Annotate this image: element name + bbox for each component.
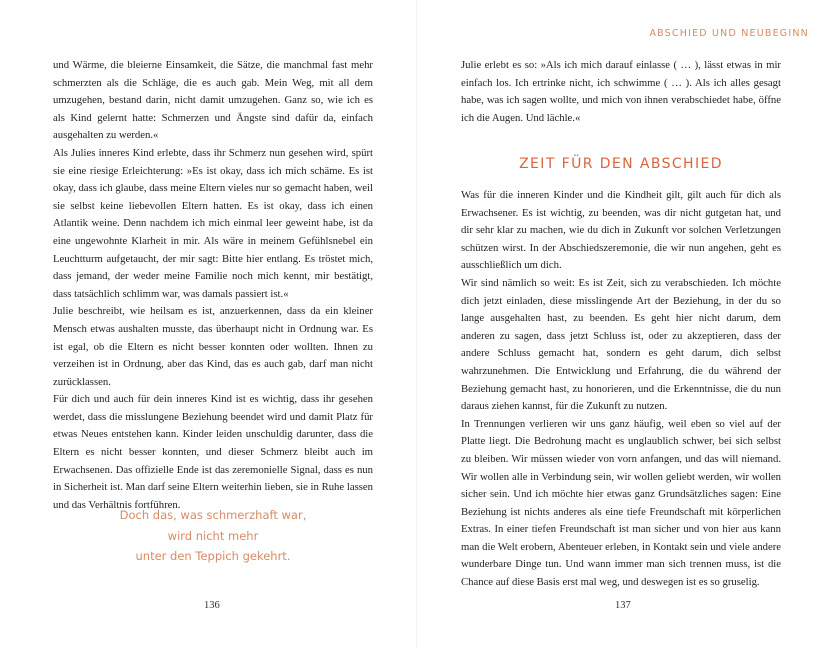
paragraph: Für dich und auch für dein inneres Kind ist es wichtig, dass ihr gesehen werdet, dass die misslungene Beziehung beendet wird und damit Platz für etwas Neues entstehen kann. Kinder leiden unschuldig darunter, dass die Eltern es nicht besser konnten, und dieser Schmerz bleibt auch im Erwachsenen. Das offizielle Ende ist das zeremonielle Signal, dass es nun in Sicherheit ist. Man darf seine Eltern weiterhin lieben, sie in Ruhe lassen und das Verhältnis fortführen. <box>53 393 373 511</box>
section-heading: ZEIT FÜR DEN ABSCHIED <box>519 156 723 172</box>
paragraph: Als Julies inneres Kind erlebte, dass ihr Schmerz nun gesehen wird, spürt sie eine riesige Erleichterung: »Es ist okay, dass ich mich schäme. Es ist okay, dass ich glaube, dass meine Eltern vieles nur so gemacht haben, weil sie selbst keine liebevollen Eltern hatten. Es ist okay, dass ich einen Atlantik weine. Denn nachdem ich mich einmal leer geweint habe, ist da eine ungewohnte Klarheit in mir. Als wäre in meinem Gefühlsnebel ein Leuchtturm aufgetaucht, der mir sagt: Bitte hier entlang. Es tröstet mich, dass jemand, der weder meine Familie noch mich kennt, mir bestätigt, dass tatsächlich schlimm war, was damals passiert ist.« <box>53 146 373 300</box>
page-number-left: 136 <box>204 600 220 611</box>
paragraph: Was für die inneren Kinder und die Kindheit gilt, gilt auch für dich als Erwachsener. Es ist wichtig, zu beenden, was dir nicht gutgetan hat, und dir sehr klar zu machen, wie du dich in Zukunft vor solchen Verletzungen schützen wirst. In der Abschiedszeremonie, die wir nun angehen, geht es ausschließlich um dich. <box>461 189 781 272</box>
pull-quote-line: Doch das, was schmerzhaft war, <box>119 508 307 522</box>
right-page <box>417 0 833 648</box>
pull-quote <box>53 505 373 567</box>
paragraph: Wir sind nämlich so weit: Es ist Zeit, sich zu verabschieden. Ich möchte dich jetzt einladen, diese misslingende Art der Beziehung, in der du so lange ausgehalten hast, zu beenden. Es geht hier nicht darum, dem anderen zu sagen, dass jetzt Schluss ist, oder zu akzeptieren, dass der andere Schluss gemacht hat, sondern es geht darum, dich selbst wahrzunehmen. Die Entwicklung und Erfahrung, die du während der Beziehung gemacht hast, zu honorieren, und die Erkenntnisse, die du nun daraus ziehen kannst, für die Zukunft zu nutzen. <box>461 276 781 413</box>
running-head: ABSCHIED UND NEUBEGINN <box>649 28 809 39</box>
paragraph: und Wärme, die bleierne Einsamkeit, die Sätze, die manchmal fast mehr schmerzten als die Schläge, die es auch gab. Mein Weg, mit all dem umzugehen, bestand darin, nicht damit umzugehen. Ganz so, wie ich es als Kind gelernt hatte: Schmerzen und Ängste sind dafür da, einfach ausgehalten zu werden.« <box>53 59 373 142</box>
paragraph: Julie beschreibt, wie heilsam es ist, anzuerkennen, dass da ein kleiner Mensch etwas aushalten musste, das überhaupt nicht in Ordnung war. Es ist egal, ob die Eltern es nicht besser konnten oder wollten. Ihnen zu verzeihen ist in Ordnung, aber das Kind, das es auch gab, darf man nicht zurücklassen. <box>53 305 373 388</box>
pull-quote-line: wird nicht mehr <box>167 528 259 543</box>
right-page-body <box>461 187 781 592</box>
pull-quote-line: unter den Teppich gekehrt. <box>135 549 291 563</box>
page-number-right: 137 <box>615 600 631 611</box>
paragraph: Julie erlebt es so: »Als ich mich darauf einlasse ( … ), lässt etwas in mir einfach los. Ich ertrinke nicht, ich schwimme ( … ). Als ich alles gesagt habe, was ich sagen wollte, und mich von ihnen verabschiedet habe, öffne ich die Augen. Und lächle.« <box>461 59 781 124</box>
left-page-body <box>53 57 373 514</box>
left-page <box>0 0 416 648</box>
right-page-intro <box>461 57 781 127</box>
paragraph: In Trennungen verlieren wir uns ganz häufig, weil eben so viel auf der Platte liegt. Die Bedrohung macht es unglaublich schwer, bei sich selbst zu bleiben. Wir müssen wieder von vorn anfangen, und das will niemand. Wir wollen alle in Verbindung sein, wir wollen geliebt werden, wir wollen sicher sein. Und ich möchte hier etwas ganz Grundsätzliches sagen: Eine Beziehung ist nichts anderes als eine tiefe Freundschaft mit körperlichen Extras. In einer tiefen Freundschaft ist man sicher und von hier aus kann man die Welt erobern, Abenteuer erleben, in Kontakt sein und viele andere wunderbare Dinge tun. Und wann immer man sich trennen muss, ist die Chance auf diese Basis erst mal weg, und deswegen ist es so gruselig. <box>461 417 781 589</box>
